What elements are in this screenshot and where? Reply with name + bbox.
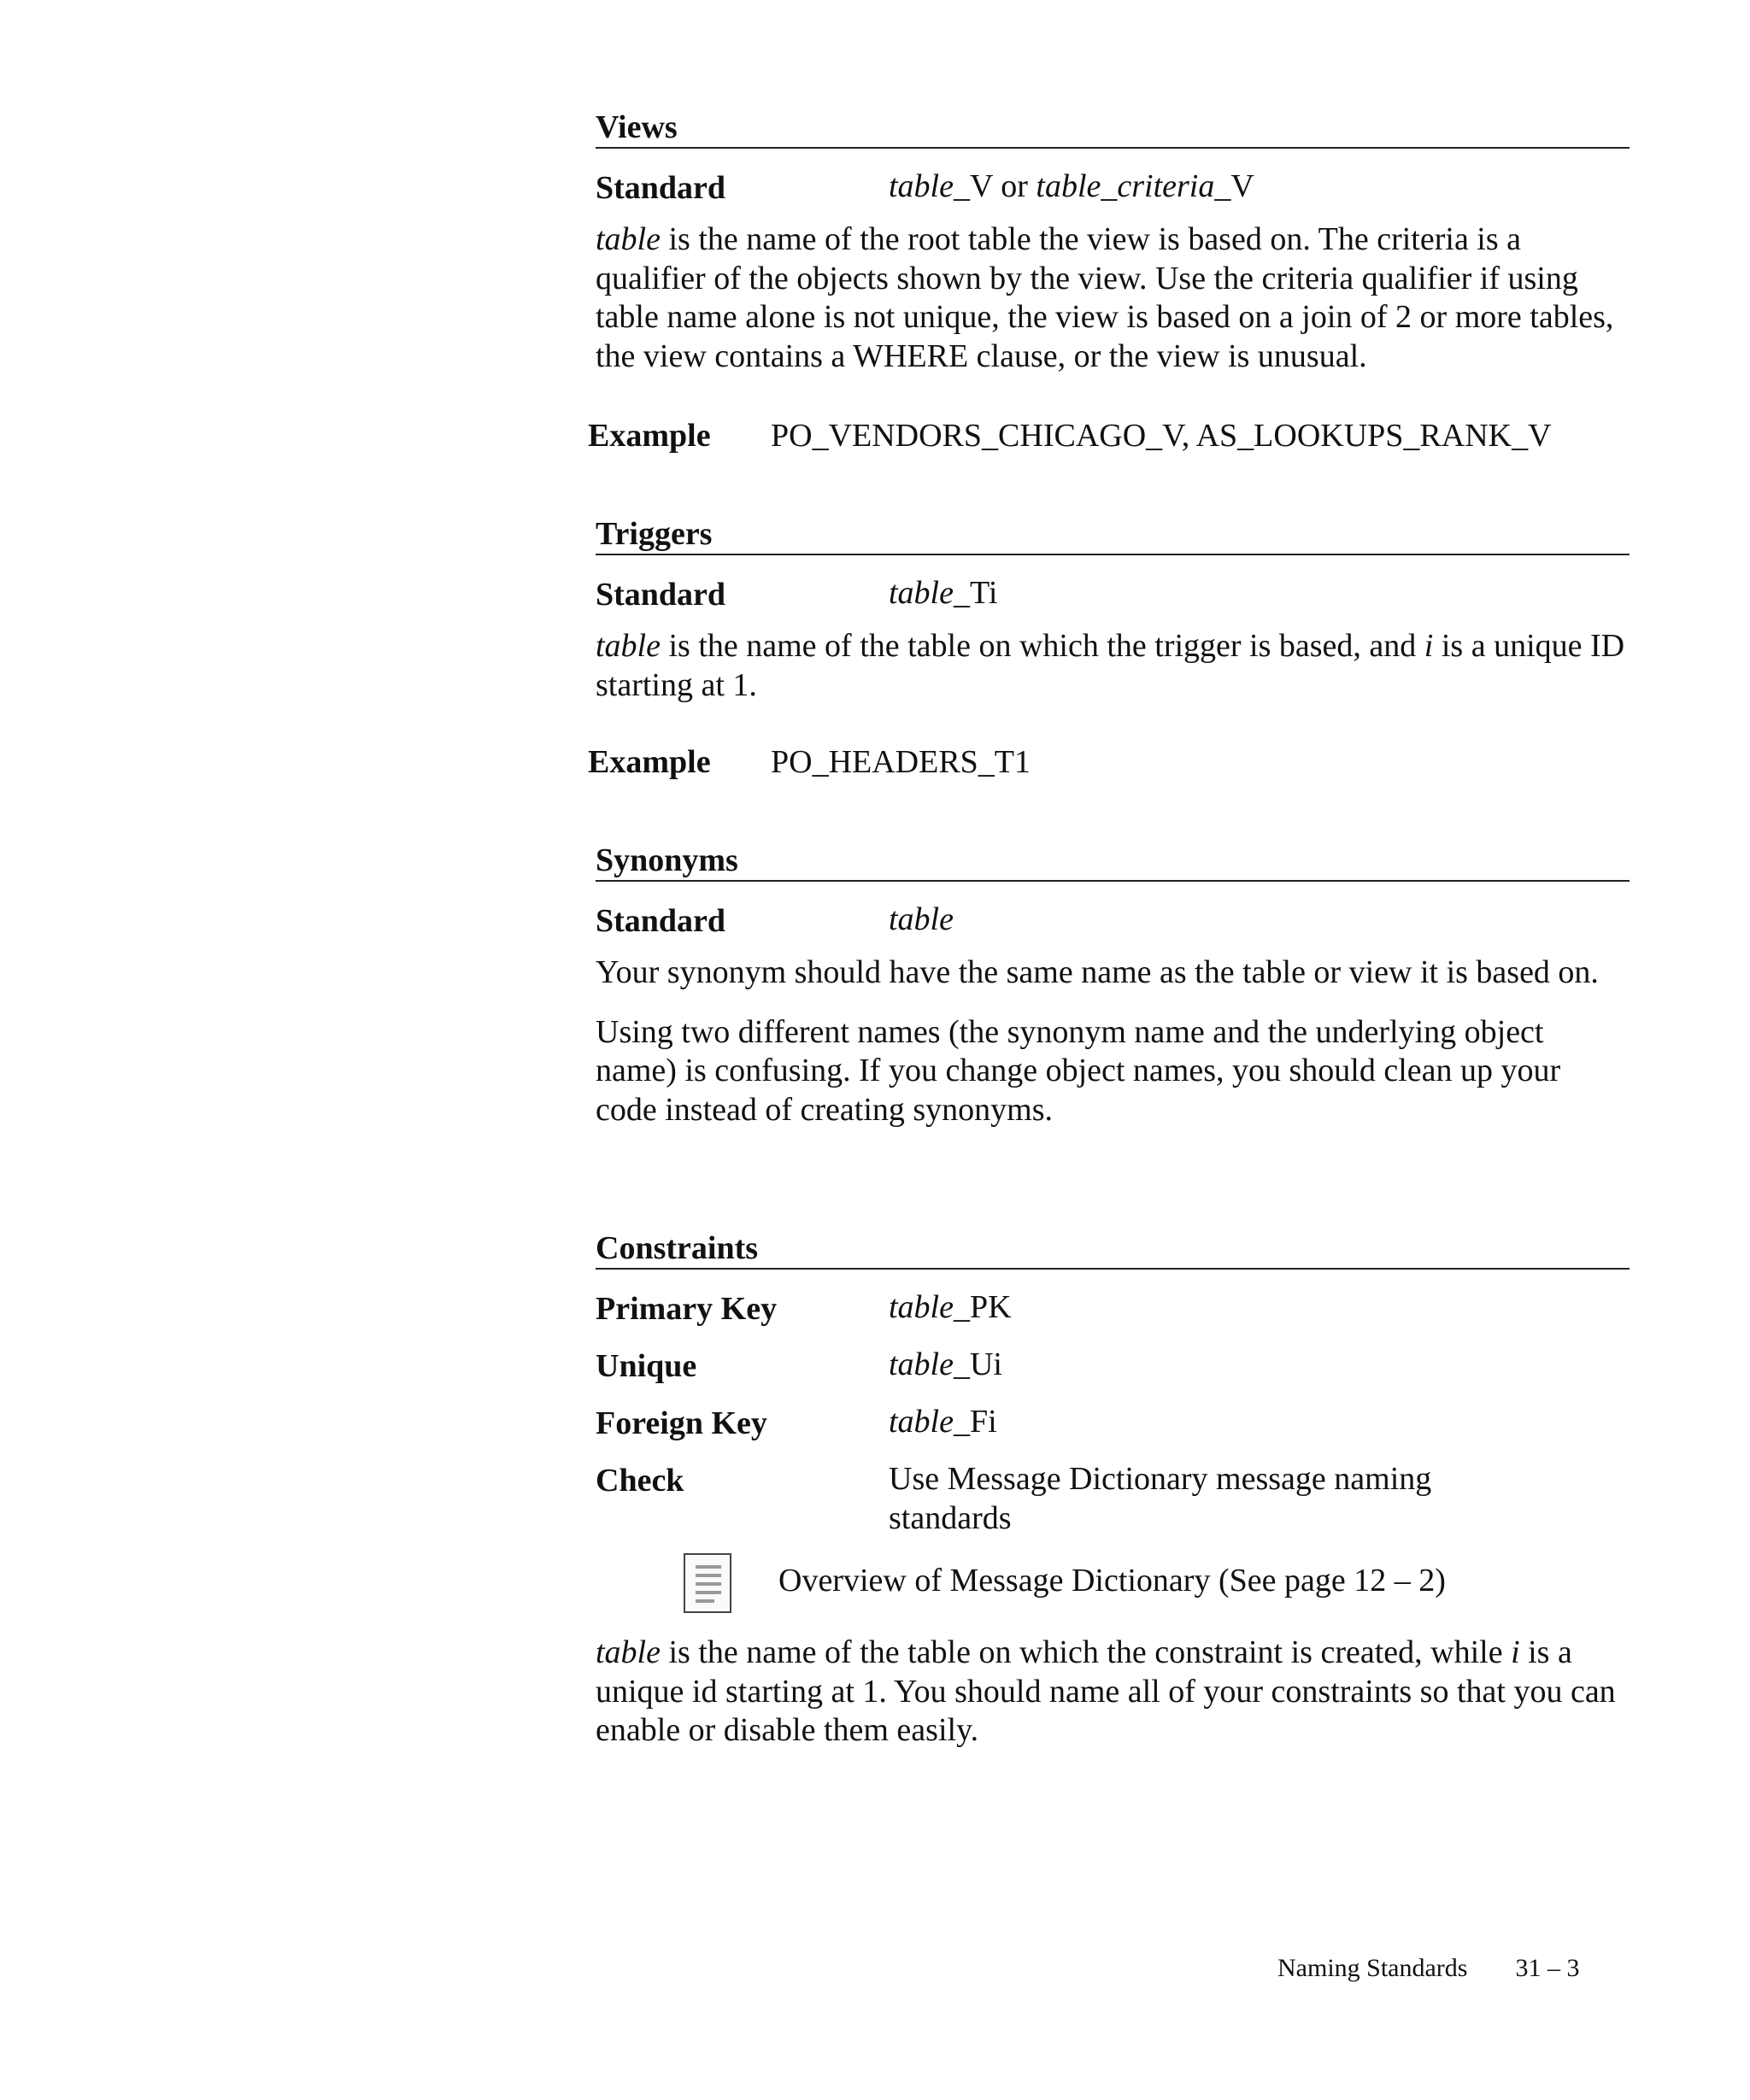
constraint-row-foreign-key xyxy=(596,1405,1630,1462)
standard-value: table_Ti xyxy=(889,575,998,611)
standard-label: Standard xyxy=(596,170,726,206)
constraints-section xyxy=(596,1232,1630,1547)
example-value: PO_HEADERS_T1 xyxy=(771,744,1031,780)
constraint-row-primary-key xyxy=(596,1290,1630,1347)
section-heading-triggers: Triggers xyxy=(596,518,1630,555)
synonyms-section xyxy=(596,844,1630,1129)
footer-page-number: 31 – 3 xyxy=(1515,1954,1580,1982)
constraint-label: Check xyxy=(596,1463,684,1499)
views-description: table is the name of the root table the view is based on. The criteria is a qualifier of the objects shown by the view. Use the criteria qualifier if using table name alone is not unique, the view is based on a join of 2 or more tables, the view contains a WHERE clause, or the view is unusual. xyxy=(596,221,1614,374)
views-standard-row xyxy=(596,169,1630,214)
standard-value: table xyxy=(889,901,954,937)
constraint-value: table_Ui xyxy=(889,1346,1002,1382)
constraint-value: Use Message Dictionary message naming standards xyxy=(889,1461,1432,1536)
constraint-row-unique xyxy=(596,1347,1630,1405)
standard-label: Standard xyxy=(596,577,726,613)
cross-reference-text[interactable]: Overview of Message Dictionary (See page 12 – 2) xyxy=(778,1563,1446,1598)
page-footer xyxy=(1277,1954,1579,1983)
constraints-description: table is the name of the table on which the constraint is created, while i is a unique id starting at 1. You should name all of your constraints so that you can enable or disable them easily. xyxy=(596,1634,1616,1748)
views-section xyxy=(596,111,1630,376)
example-label: Example xyxy=(588,744,711,780)
cross-reference-link[interactable] xyxy=(684,1553,1538,1615)
constraint-row-check xyxy=(596,1462,1630,1547)
constraint-label: Foreign Key xyxy=(596,1405,767,1441)
triggers-section xyxy=(596,518,1630,705)
document-icon xyxy=(684,1553,731,1613)
standard-label: Standard xyxy=(596,903,726,939)
synonyms-paragraph-1: Your synonym should have the same name as the table or view it is based on. xyxy=(596,954,1599,990)
example-value: PO_VENDORS_CHICAGO_V, AS_LOOKUPS_RANK_V xyxy=(771,418,1552,454)
example-label: Example xyxy=(588,418,711,454)
constraint-value: table_Fi xyxy=(889,1404,997,1440)
synonyms-paragraph-2: Using two different names (the synonym name and the underlying object name) is confusing. If you change object names, you should clean up your code instead of creating synonyms. xyxy=(596,1013,1561,1128)
constraint-label: Primary Key xyxy=(596,1291,778,1327)
standard-value: table_V or table_criteria_V xyxy=(889,168,1254,204)
footer-chapter-title: Naming Standards xyxy=(1277,1954,1468,1982)
constraint-value: table_PK xyxy=(889,1289,1012,1325)
section-heading-views: Views xyxy=(596,111,1630,149)
section-heading-constraints: Constraints xyxy=(596,1232,1630,1270)
constraints-description-block xyxy=(596,1634,1630,1751)
section-heading-synonyms: Synonyms xyxy=(596,844,1630,882)
triggers-standard-row xyxy=(596,576,1630,620)
synonyms-standard-row xyxy=(596,902,1630,947)
triggers-description: table is the name of the table on which the trigger is based, and i is a unique ID starting at 1. xyxy=(596,628,1625,703)
constraint-label: Unique xyxy=(596,1348,697,1384)
